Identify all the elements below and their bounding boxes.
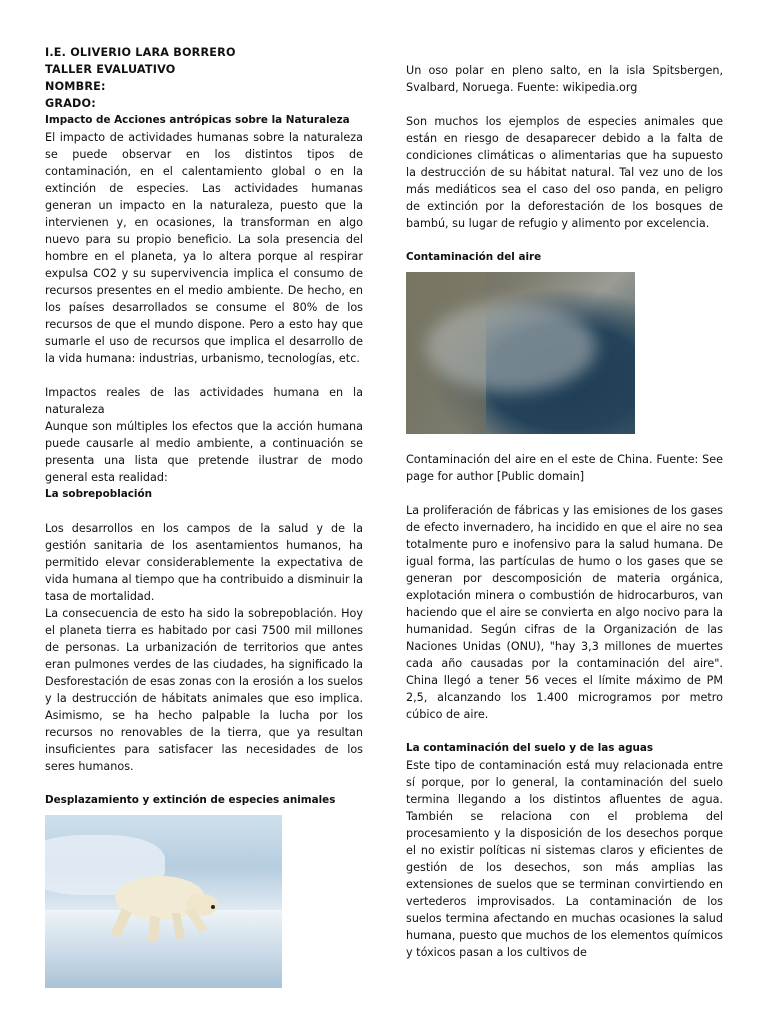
section-title-displacement: Desplazamiento y extinción de especies animales (45, 794, 336, 806)
section-title-soil: La contaminación del suelo y de las aguas (406, 742, 654, 754)
china-caption: Contaminación del aire en el este de China. Fuente: See page for author [Public domain] (406, 453, 723, 483)
overpopulation-paragraph-1: Los desarrollos en los campos de la salud y de la gestión sanitaria de los asentamientos humanos, ha permitido elevar considerablemente la expectativa de vida humana al tiempo que ha contribuido a disminuir la tasa de mortalidad. (45, 522, 363, 603)
polar-bear-image (45, 815, 282, 988)
bear-caption: Un oso polar en pleno salto, en la isla Spitsbergen, Svalbard, Noruega. Fuente: wikipedia.org (406, 64, 723, 94)
section-title-overpopulation: La sobrepoblación (45, 488, 153, 500)
section-title-air: Contaminación del aire (406, 251, 542, 263)
china-pollution-image (406, 272, 635, 434)
workshop-title: TALLER EVALUATIVO (45, 63, 176, 76)
name-label: NOMBRE: (45, 80, 106, 93)
section-title-impact: Impacto de Acciones antrópicas sobre la Naturaleza (45, 114, 350, 126)
soil-paragraph: Este tipo de contaminación está muy relacionada entre sí porque, por lo general, la contaminación del suelo termina llegando a los distintos afluentes de agua. También se relaciona con el problema del procesamiento y la disposición de los desechos porque el no existir políticas ni sistemas claros y eficientes de gestión de los desechos, son más amplias las extensiones de suelos que se terminan convirtiendo en vertederos improvisados. La contaminación de los suelos termina afectando en muchas ocasiones la salud humana, puesto que muchos de los elementos químicos y tóxicos pasan a los cultivos de (406, 759, 723, 959)
right-column (406, 62, 723, 961)
left-column (45, 44, 363, 988)
overpopulation-paragraph-2: La consecuencia de esto ha sido la sobrepoblación. Hoy el planeta tierra es habitado por casi 7500 mil millones de personas. La urbanización de territorios que antes eran pulmones verdes de las ciudades, ha significado la Desforestación de esas zonas con la erosión a los suelos y la destrucción de hábitats animales que eso implica. Asimismo, se ha hecho palpable la lucha por los recursos no renovables de la tierra, que ya resultan insuficientes para satisfacer las necesidades de los seres humanos. (45, 607, 363, 773)
intro-paragraph: El impacto de actividades humanas sobre la naturaleza se puede observar en los distintos tipos de contaminación, en el calentamiento global o en la extinción de especies. Las actividades humanas generan un impacto en la naturaleza, puesto que la intervienen y, en ocasiones, la transforman en algo nuevo para su propio beneficio. La sola presencia del hombre en el planeta, ya lo altera porque al respirar expulsa CO2 y su supervivencia implica el consumo de recursos presentes en el medio ambiente. De hecho, en los países desarrollados se consume el 80% de los recursos de que el mundo dispone. Pero a esto hay que sumarle el uso de recursos que implica el desarrollo de la vida humana: industrias, urbanismo, tecnologías, etc. (45, 131, 363, 365)
species-paragraph: Son muchos los ejemplos de especies animales que están en riesgo de desaparecer debido a la falta de condiciones climáticas o alimentarias que ha supuesto la destrucción de su hábitat natural. Tal vez uno de los más mediáticos sea el caso del oso panda, en peligro de extinción por la deforestación de los bosques de bambú, su lugar de refugio y alimento por excelencia. (406, 115, 723, 230)
grade-label: GRADO: (45, 97, 96, 110)
air-paragraph: La proliferación de fábricas y las emisiones de los gases de efecto invernadero, ha incidido en que el aire no sea totalmente puro e inofensivo para la salud humana. De igual forma, las partículas de humo o los gases que se generan por descomposición de materia orgánica, explotación minera o combustión de hidrocarburos, van haciendo que el aire se convierta en algo nocivo para la humanidad. Según cifras de la Organización de las Naciones Unidas (ONU), "hay 3,3 millones de muertes cada año causadas por la contaminación del aire". China llegó a tener 56 veces el límite máximo de PM 2,5, alcanzando los 1.400 microgramos por metro cúbico de aire. (406, 504, 723, 721)
impacts-title: Impactos reales de las actividades humana en la naturaleza (45, 386, 363, 416)
school-name: I.E. OLIVERIO LARA BORRERO (45, 46, 236, 59)
polar-bear-icon (90, 863, 230, 943)
impacts-paragraph: Aunque son múltiples los efectos que la acción humana puede causarle al medio ambiente, a continuación se presenta una lista que pretende ilustrar de modo general esta realidad: (45, 420, 363, 484)
